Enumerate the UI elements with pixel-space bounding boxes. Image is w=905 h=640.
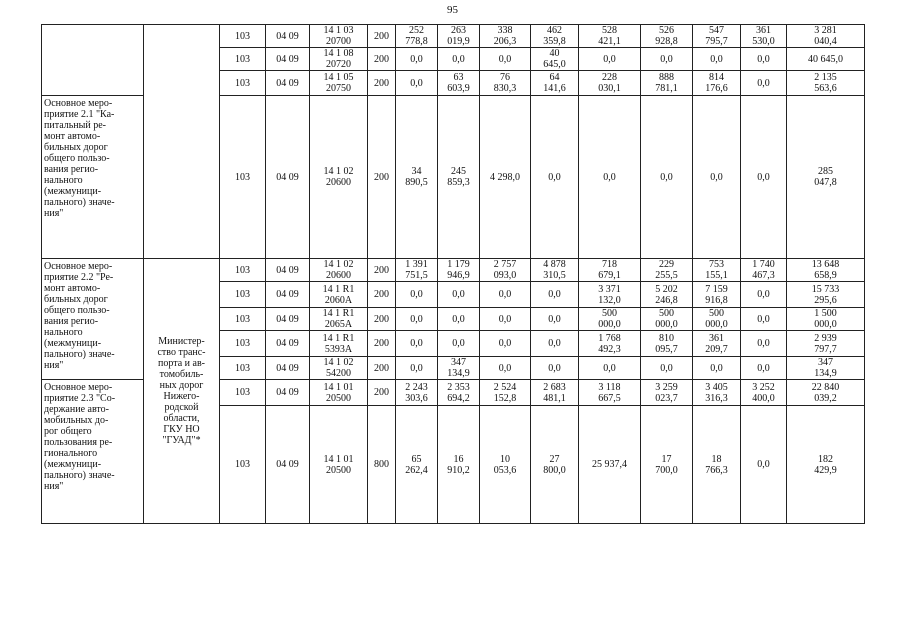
- year-value-cell: 500 000,0: [693, 308, 741, 331]
- section-code-cell: 04 09: [266, 71, 310, 96]
- total-value-cell: 22 840 039,2: [787, 380, 865, 406]
- year-value-cell: 0,0: [396, 357, 438, 380]
- grbs-code-cell: 103: [220, 96, 266, 259]
- grbs-code-cell: 103: [220, 71, 266, 96]
- year-value-cell: 0,0: [693, 48, 741, 71]
- year-value-cell: 263 019,9: [438, 25, 480, 48]
- year-value-cell: 0,0: [741, 282, 787, 308]
- grbs-code-cell: 103: [220, 282, 266, 308]
- year-value-cell: 0,0: [531, 331, 579, 357]
- year-value-cell: 0,0: [741, 71, 787, 96]
- year-value-cell: 0,0: [693, 96, 741, 259]
- total-value-cell: 285 047,8: [787, 96, 865, 259]
- year-value-cell: 0,0: [396, 71, 438, 96]
- target-article-cell: 14 1 R1 2060A: [310, 282, 368, 308]
- total-value-cell: 347 134,9: [787, 357, 865, 380]
- target-article-cell: 14 1 05 20750: [310, 71, 368, 96]
- year-value-cell: 0,0: [438, 331, 480, 357]
- year-value-cell: 1 391 751,5: [396, 259, 438, 282]
- year-value-cell: 0,0: [741, 48, 787, 71]
- year-value-cell: 4 298,0: [480, 96, 531, 259]
- target-article-cell: 14 1 01 20500: [310, 380, 368, 406]
- year-value-cell: 361 530,0: [741, 25, 787, 48]
- grbs-code-cell: 103: [220, 48, 266, 71]
- year-value-cell: 0,0: [396, 48, 438, 71]
- year-value-cell: 753 155,1: [693, 259, 741, 282]
- year-value-cell: 0,0: [396, 308, 438, 331]
- expense-type-cell: 200: [368, 48, 396, 71]
- year-value-cell: 0,0: [641, 48, 693, 71]
- year-value-cell: 2 683 481,1: [531, 380, 579, 406]
- year-value-cell: 0,0: [480, 357, 531, 380]
- year-value-cell: 0,0: [438, 48, 480, 71]
- year-value-cell: 3 118 667,5: [579, 380, 641, 406]
- year-value-cell: 65 262,4: [396, 406, 438, 524]
- year-value-cell: 0,0: [579, 48, 641, 71]
- expense-type-cell: 200: [368, 71, 396, 96]
- year-value-cell: 361 209,7: [693, 331, 741, 357]
- year-value-cell: 0,0: [579, 96, 641, 259]
- year-value-cell: 526 928,8: [641, 25, 693, 48]
- year-value-cell: 338 206,3: [480, 25, 531, 48]
- year-value-cell: 0,0: [531, 96, 579, 259]
- year-value-cell: 40 645,0: [531, 48, 579, 71]
- year-value-cell: 228 030,1: [579, 71, 641, 96]
- year-value-cell: 0,0: [531, 357, 579, 380]
- target-article-cell: 14 1 R1 2065A: [310, 308, 368, 331]
- total-value-cell: 182 429,9: [787, 406, 865, 524]
- total-value-cell: 3 281 040,4: [787, 25, 865, 48]
- year-value-cell: 0,0: [741, 331, 787, 357]
- expense-type-cell: 200: [368, 331, 396, 357]
- grbs-code-cell: 103: [220, 25, 266, 48]
- section-code-cell: 04 09: [266, 331, 310, 357]
- budget-table: [41, 24, 865, 524]
- grbs-code-cell: 103: [220, 308, 266, 331]
- year-value-cell: 2 757 093,0: [480, 259, 531, 282]
- year-value-cell: 814 176,6: [693, 71, 741, 96]
- target-article-cell: 14 1 02 54200: [310, 357, 368, 380]
- total-value-cell: 2 135 563,6: [787, 71, 865, 96]
- total-value-cell: 1 500 000,0: [787, 308, 865, 331]
- year-value-cell: 0,0: [480, 282, 531, 308]
- section-code-cell: 04 09: [266, 48, 310, 71]
- year-value-cell: 34 890,5: [396, 96, 438, 259]
- year-value-cell: 462 359,8: [531, 25, 579, 48]
- year-value-cell: 0,0: [641, 96, 693, 259]
- expense-type-cell: 200: [368, 259, 396, 282]
- expense-type-cell: 200: [368, 25, 396, 48]
- total-value-cell: 13 648 658,9: [787, 259, 865, 282]
- year-value-cell: 17 700,0: [641, 406, 693, 524]
- section-code-cell: 04 09: [266, 380, 310, 406]
- year-value-cell: 27 800,0: [531, 406, 579, 524]
- year-value-cell: 0,0: [741, 308, 787, 331]
- page-number: 95: [447, 4, 458, 16]
- grbs-code-cell: 103: [220, 380, 266, 406]
- executor-cell: [144, 25, 220, 259]
- measure-name-cell: Основное меро- приятие 2.1 "Ка- питальный ре- монт автомо- бильных дорог общего пользо- вания регио- нального (межмуници- пального) значе- ния": [42, 96, 144, 259]
- year-value-cell: 0,0: [438, 308, 480, 331]
- year-value-cell: 16 910,2: [438, 406, 480, 524]
- total-value-cell: 40 645,0: [787, 48, 865, 71]
- year-value-cell: 0,0: [641, 357, 693, 380]
- section-code-cell: 04 09: [266, 357, 310, 380]
- target-article-cell: 14 1 01 20500: [310, 406, 368, 524]
- year-value-cell: 64 141,6: [531, 71, 579, 96]
- year-value-cell: 1 179 946,9: [438, 259, 480, 282]
- year-value-cell: 245 859,3: [438, 96, 480, 259]
- section-code-cell: 04 09: [266, 25, 310, 48]
- year-value-cell: 0,0: [531, 282, 579, 308]
- expense-type-cell: 200: [368, 380, 396, 406]
- target-article-cell: 14 1 R1 5393A: [310, 331, 368, 357]
- target-article-cell: 14 1 02 20600: [310, 259, 368, 282]
- section-code-cell: 04 09: [266, 308, 310, 331]
- year-value-cell: 7 159 916,8: [693, 282, 741, 308]
- year-value-cell: 0,0: [693, 357, 741, 380]
- section-code-cell: 04 09: [266, 259, 310, 282]
- expense-type-cell: 200: [368, 282, 396, 308]
- grbs-code-cell: 103: [220, 331, 266, 357]
- year-value-cell: 547 795,7: [693, 25, 741, 48]
- year-value-cell: 500 000,0: [579, 308, 641, 331]
- table-row: [42, 25, 865, 48]
- year-value-cell: 0,0: [480, 331, 531, 357]
- measure-name-cell: [42, 25, 144, 96]
- year-value-cell: 10 053,6: [480, 406, 531, 524]
- expense-type-cell: 200: [368, 96, 396, 259]
- section-code-cell: 04 09: [266, 282, 310, 308]
- section-code-cell: 04 09: [266, 96, 310, 259]
- year-value-cell: 1 740 467,3: [741, 259, 787, 282]
- year-value-cell: 0,0: [480, 48, 531, 71]
- year-value-cell: 229 255,5: [641, 259, 693, 282]
- target-article-cell: 14 1 08 20720: [310, 48, 368, 71]
- year-value-cell: 5 202 246,8: [641, 282, 693, 308]
- total-value-cell: 2 939 797,7: [787, 331, 865, 357]
- grbs-code-cell: 103: [220, 406, 266, 524]
- year-value-cell: 0,0: [741, 96, 787, 259]
- total-value-cell: 15 733 295,6: [787, 282, 865, 308]
- year-value-cell: 0,0: [396, 331, 438, 357]
- year-value-cell: 888 781,1: [641, 71, 693, 96]
- section-code-cell: 04 09: [266, 406, 310, 524]
- year-value-cell: 3 405 316,3: [693, 380, 741, 406]
- year-value-cell: 0,0: [741, 406, 787, 524]
- target-article-cell: 14 1 02 20600: [310, 96, 368, 259]
- year-value-cell: 810 095,7: [641, 331, 693, 357]
- year-value-cell: 1 768 492,3: [579, 331, 641, 357]
- table-row: [42, 259, 865, 282]
- year-value-cell: 0,0: [579, 357, 641, 380]
- year-value-cell: 3 252 400,0: [741, 380, 787, 406]
- year-value-cell: 0,0: [480, 308, 531, 331]
- executor-cell: Министер- ство транс- порта и ав- томобиль- ных дорог Нижего- родской области, ГКУ НО "ГУАД"*: [144, 259, 220, 524]
- measure-name-cell: Основное меро- приятие 2.3 "Со- держание авто- мобильных до- рог общего пользования ре- гионального (межмуници- пального) значе- ния": [42, 380, 144, 524]
- measure-name-cell: Основное меро- приятие 2.2 "Ре- монт автомо- бильных дорог общего пользо- вания регио- нального (межмуници- пального) значе- ния": [42, 259, 144, 380]
- year-value-cell: 25 937,4: [579, 406, 641, 524]
- year-value-cell: 0,0: [531, 308, 579, 331]
- year-value-cell: 2 353 694,2: [438, 380, 480, 406]
- year-value-cell: 3 371 132,0: [579, 282, 641, 308]
- year-value-cell: 500 000,0: [641, 308, 693, 331]
- target-article-cell: 14 1 03 20700: [310, 25, 368, 48]
- grbs-code-cell: 103: [220, 357, 266, 380]
- year-value-cell: 18 766,3: [693, 406, 741, 524]
- year-value-cell: 2 243 303,6: [396, 380, 438, 406]
- year-value-cell: 347 134,9: [438, 357, 480, 380]
- year-value-cell: 718 679,1: [579, 259, 641, 282]
- year-value-cell: 3 259 023,7: [641, 380, 693, 406]
- year-value-cell: 0,0: [438, 282, 480, 308]
- expense-type-cell: 200: [368, 357, 396, 380]
- expense-type-cell: 800: [368, 406, 396, 524]
- grbs-code-cell: 103: [220, 259, 266, 282]
- year-value-cell: 0,0: [396, 282, 438, 308]
- year-value-cell: 76 830,3: [480, 71, 531, 96]
- year-value-cell: 2 524 152,8: [480, 380, 531, 406]
- year-value-cell: 63 603,9: [438, 71, 480, 96]
- year-value-cell: 4 878 310,5: [531, 259, 579, 282]
- year-value-cell: 528 421,1: [579, 25, 641, 48]
- expense-type-cell: 200: [368, 308, 396, 331]
- year-value-cell: 0,0: [741, 357, 787, 380]
- year-value-cell: 252 778,8: [396, 25, 438, 48]
